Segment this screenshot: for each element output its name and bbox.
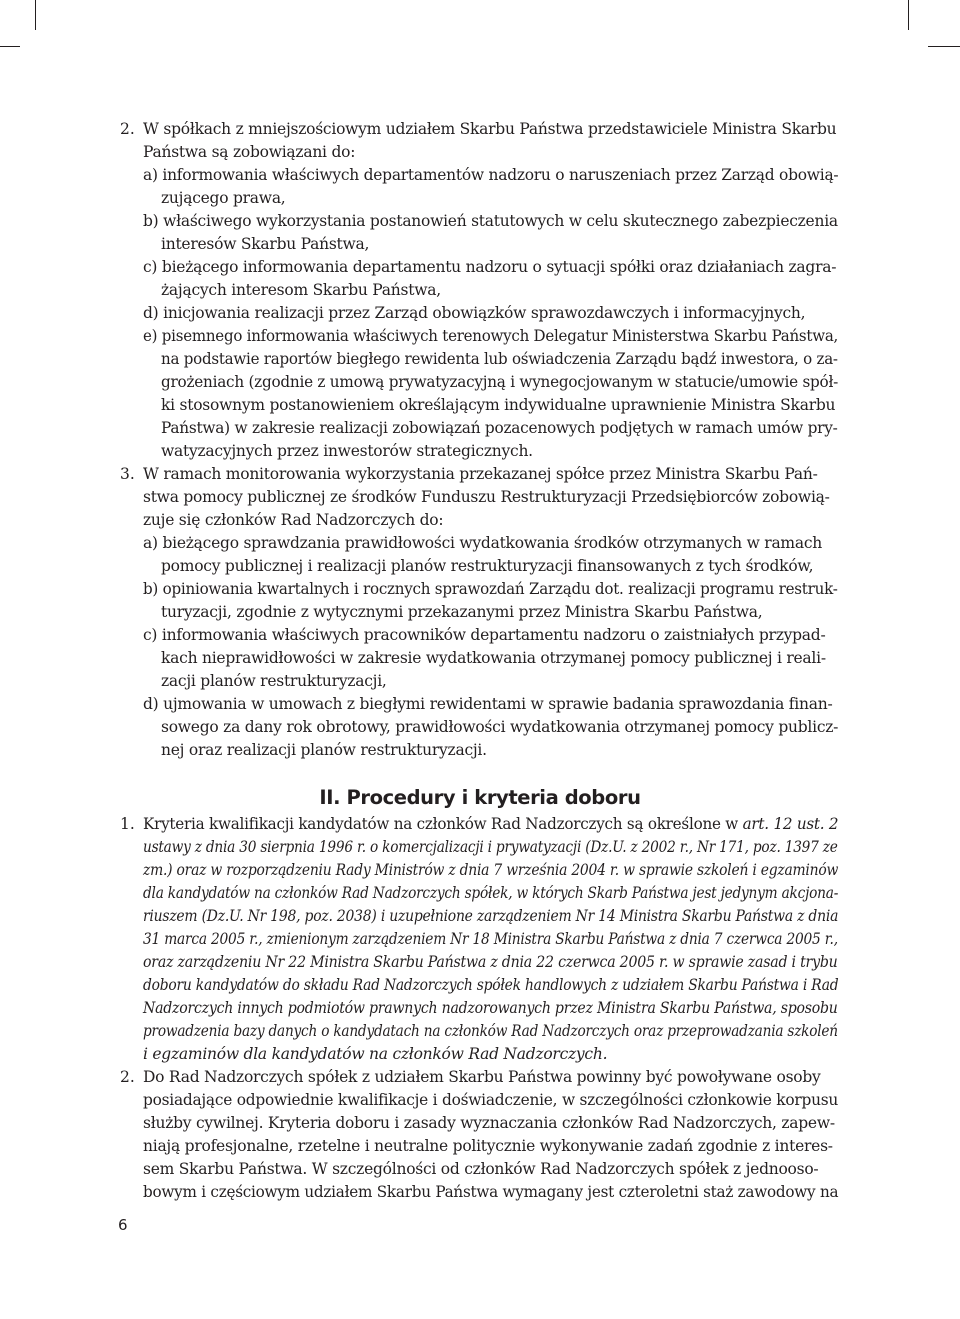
text-line: Nadzorczych innych podmiotów prawnych nadzorowanych przez Ministra Skarbu Państwa, sposobu [143,999,838,1017]
text-line: ki stosownym postanowieniem określającym indywidualne uprawnienie Ministra Skarbu [161,396,836,414]
text-line: a) bieżącego sprawdzania prawidłowości wydatkowania środków otrzymanych w ramach [143,534,823,552]
text-line: Państwa) w zakresie realizacji zobowiązań pozacenowych podjętych w ramach umów pry- [161,419,838,437]
item-1-number: 1. [120,815,135,833]
text-line: zującego prawa, [161,189,286,207]
text-line: nej oraz realizacji planów restrukturyzacji. [161,741,487,759]
text-line: d) inicjowania realizacji przez Zarząd obowiązków sprawozdawczych i informacyjnych, [143,304,806,322]
text-line: zuje się członków Rad Nadzorczych do: [143,511,444,529]
text-line: stwa pomocy publicznej ze środków Funduszu Restrukturyzacji Przedsiębiorców zobowią- [143,488,830,506]
text-run: Kryteria kwalifikacji kandydatów na członków Rad Nadzorczych są określone w [143,815,743,833]
text-line: dla kandydatów na członków Rad Nadzorczych spółek, w których Skarb Państwa jest jedynym akcjona- [143,884,839,902]
text-line: b) opiniowania kwartalnych i rocznych sprawozdań Zarządu dot. realizacji programu restruk- [143,580,838,598]
text-line: doboru kandydatów do składu Rad Nadzorczych spółek handlowych z udziałem Skarbu Państwa i Rad [143,976,839,994]
text-line: Państwa są zobowiązani do: [143,143,356,161]
text-line: e) pisemnego informowania właściwych terenowych Delegatur Ministerstwa Skarbu Państwa, [143,327,839,345]
text-line: zacji planów restrukturyzacji, [161,672,387,690]
text-line: bowym i częściowym udziałem Skarbu Państwa wymagany jest czteroletni staż zawodowy na [143,1183,839,1201]
text-line: zm.) oraz w rozporządzeniu Rady Ministrów z dnia 7 września 2004 r. w sprawie szkoleń i egzaminów [143,861,839,879]
text-line: i egzaminów dla kandydatów na członków Rad Nadzorczych. [143,1045,608,1063]
text-line: d) ujmowania w umowach z biegłymi rewidentami w sprawie badania sprawozdania finan- [143,695,833,713]
text-line: prowadzenia bazy danych o kandydatach na członków Rad Nadzorczych oraz przeprowadzania szkoleń [143,1022,838,1040]
section-heading: II. Procedury i kryteria doboru [319,786,641,809]
text-line: riuszem (Dz.U. Nr 198, poz. 2038) i uzupełnione zarządzeniem Nr 14 Ministra Skarbu Państwa z dnia [143,907,839,925]
text-line: oraz zarządzeniu Nr 22 Ministra Skarbu Państwa z dnia 22 czerwca 2005 r. w sprawie zasad i trybu [143,953,838,971]
text-line: służby cywilnej. Kryteria doboru i zasady wyznaczania członków Rad Nadzorczych, zapew- [143,1114,835,1132]
text-line [143,813,838,836]
section-2-number: 2. [120,120,135,138]
text-line: pomocy publicznej i realizacji planów restrukturyzacji finansowanych z tych środków, [161,557,814,575]
text-line: Do Rad Nadzorczych spółek z udziałem Skarbu Państwa powinny być powoływane osoby [143,1068,821,1086]
text-line: 31 marca 2005 r., zmienionym zarządzeniem Nr 18 Ministra Skarbu Państwa z dnia 7 czerwca 2005 r., [143,930,838,948]
text-line: turyzacji, zgodnie z wytycznymi przekazanymi przez Ministra Skarbu Państwa, [161,603,763,621]
text-line: c) bieżącego informowania departamentu nadzoru o sytuacji spółki oraz działaniach zagra- [143,258,837,276]
text-line: sem Skarbu Państwa. W szczególności od członków Rad Nadzorczych spółek z jednooso- [143,1160,819,1178]
text-line: kach nieprawidłowości w zakresie wydatkowania otrzymanej pomocy publicznej i reali- [161,649,826,667]
text-line: c) informowania właściwych pracowników departamentu nadzoru o zaistniałych przypad- [143,626,826,644]
text-line: na podstawie raportów biegłego rewidenta lub oświadczenia Zarządu bądź inwestora, o za- [161,350,838,368]
text-line: ustawy z dnia 30 sierpnia 1996 r. o komercjalizacji i prywatyzacji (Dz.U. z 2002 r., Nr 171, poz. 1397 ze [143,838,838,856]
text-line: grożeniach (zgodnie z umową prywatyzacyjną i wynegocjowanym w statucie/umowie spół- [161,373,839,391]
text-line: żających interesom Skarbu Państwa, [161,281,441,299]
text-line: posiadające odpowiednie kwalifikacje i doświadczenie, w szczególności członkowie korpusu [143,1091,839,1109]
section-3-number: 3. [120,465,135,483]
text-line: interesów Skarbu Państwa, [161,235,370,253]
text-line: sowego za dany rok obrotowy, prawidłowości wydatkowania otrzymanej pomocy publicz- [161,718,839,736]
item-2-number: 2. [120,1068,135,1086]
text-line: watyzacyjnych przez inwestorów strategicznych. [161,442,533,460]
text-line: b) właściwego wykorzystania postanowień statutowych w celu skutecznego zabezpieczenia [143,212,838,230]
page-number: 6 [118,1216,128,1234]
text-line: W spółkach z mniejszościowym udziałem Skarbu Państwa przedstawiciele Ministra Skarbu [143,120,837,138]
text-line: a) informowania właściwych departamentów nadzoru o naruszeniach przez Zarząd obowią- [143,166,839,184]
text-line: niają profesjonalne, rzetelne i neutralne politycznie wykonywanie zadań zgodnie z interes- [143,1137,833,1155]
text-run-italic: art. 12 ust. 2 [742,815,839,833]
text-line: W ramach monitorowania wykorzystania przekazanej spółce przez Ministra Skarbu Pań- [143,465,818,483]
